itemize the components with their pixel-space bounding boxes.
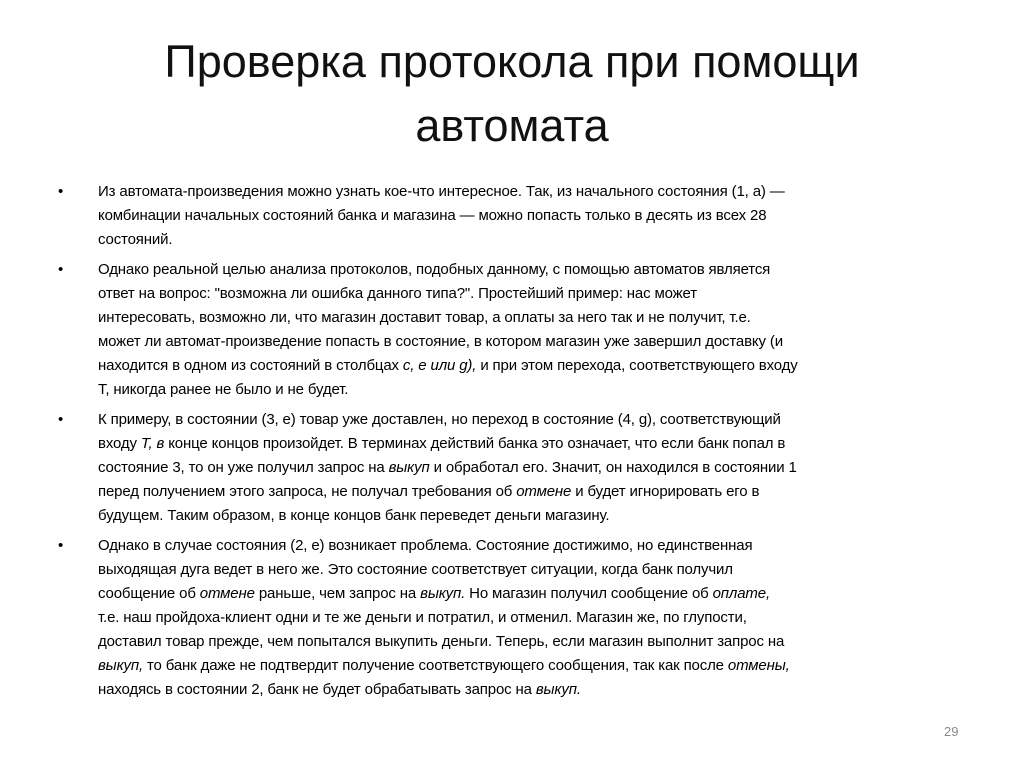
- italic-term: выкуп.: [420, 585, 466, 602]
- bullet-dot-icon: •: [58, 411, 64, 428]
- text-segment: сообщение об: [98, 585, 200, 602]
- bullet-text-line: [98, 204, 978, 228]
- bullet-text-line: [98, 282, 978, 306]
- text-segment: доставил товар прежде, чем попытался выкупить деньги. Теперь, если магазин выполнит запрос на: [98, 633, 785, 650]
- text-segment: состояние 3, то он уже получил запрос на: [98, 459, 389, 476]
- bullet-text-line: [98, 354, 978, 378]
- bullet-item: [58, 180, 978, 252]
- bullet-dot-icon: •: [58, 261, 64, 278]
- bullet-dot-icon: •: [58, 183, 64, 200]
- italic-term: выкуп.: [535, 681, 581, 698]
- bullet-text-line: [98, 378, 978, 402]
- text-segment: и при этом перехода, соответствующего входу: [476, 357, 798, 374]
- text-segment: Однако в случае состояния (2, e) возникает проблема. Состояние достижимо, но единственная: [98, 537, 753, 554]
- italic-term: T, в: [140, 435, 165, 452]
- text-segment: конце концов произойдет. В терминах действий банка это означает, что если банк попал в: [164, 435, 786, 452]
- text-segment: Но магазин получил сообщение об: [465, 585, 713, 602]
- bullet-text-line: [98, 558, 978, 582]
- text-segment: и будет игнорировать его в: [571, 483, 760, 500]
- bullet-dot-icon: •: [58, 537, 64, 554]
- slide-title-line: автомата: [415, 100, 609, 151]
- text-segment: то банк даже не подтвердит получение соответствующего сообщения, так как после: [142, 657, 728, 674]
- page-number: 29: [944, 724, 959, 739]
- text-segment: комбинации начальных состояний банка и магазина — можно попасть только в десять из всех 28: [98, 207, 767, 224]
- bullet-text-line: [98, 630, 978, 654]
- bullet-text-line: [98, 306, 978, 330]
- bullet-text-line: [98, 456, 978, 480]
- text-segment: т.е. наш пройдоха-клиент одни и те же деньги и потратил, и отменил. Магазин же, по глупости,: [98, 609, 747, 626]
- bullet-list: [58, 180, 978, 708]
- text-segment: К примеру, в состоянии (3, e) товар уже доставлен, но переход в состояние (4, g), соответствующий: [98, 411, 781, 428]
- text-segment: ответ на вопрос: "возможна ли ошибка данного типа?". Простейший пример: нас может: [98, 285, 697, 302]
- italic-term: выкуп: [388, 459, 430, 476]
- text-segment: выходящая дуга ведет в него же. Это состояние соответствует ситуации, когда банк получил: [98, 561, 733, 578]
- bullet-item: [58, 258, 978, 402]
- bullet-item: [58, 408, 978, 528]
- bullet-text-line: [98, 582, 978, 606]
- text-segment: раньше, чем запрос на: [254, 585, 421, 602]
- bullet-text-line: [98, 480, 978, 504]
- text-segment: находясь в состоянии 2, банк не будет обрабатывать запрос на: [98, 681, 536, 698]
- italic-term: отмене: [199, 585, 255, 602]
- slide-title-line: Проверка протокола при помощи: [164, 36, 860, 87]
- text-segment: входу: [98, 435, 141, 452]
- text-segment: находится в одном из состояний в столбцах: [98, 357, 403, 374]
- italic-term: отмены,: [727, 657, 790, 674]
- bullet-text-line: [98, 330, 978, 354]
- italic-term: оплате,: [712, 585, 770, 602]
- italic-term: отмене: [516, 483, 572, 500]
- bullet-text-line: [98, 258, 978, 282]
- bullet-text-line: [98, 180, 978, 204]
- text-segment: состояний.: [98, 231, 173, 248]
- text-segment: интересовать, возможно ли, что магазин доставит товар, а оплаты за него так и не получит, т.е.: [98, 309, 751, 326]
- bullet-text-line: [98, 654, 978, 678]
- text-segment: T, никогда ранее не было и не будет.: [98, 381, 349, 398]
- text-segment: и обработал его. Значит, он находился в состоянии 1: [429, 459, 797, 476]
- bullet-item: [58, 534, 978, 702]
- text-segment: перед получением этого запроса, не получал требования об: [98, 483, 517, 500]
- bullet-text-line: [98, 678, 978, 702]
- text-segment: будущем. Таким образом, в конце концов банк переведет деньги магазину.: [98, 507, 610, 524]
- text-segment: Однако реальной целью анализа протоколов, подобных данному, с помощью автоматов является: [98, 261, 771, 278]
- italic-term: c, e или g),: [402, 357, 477, 374]
- bullet-text-line: [98, 534, 978, 558]
- bullet-text-line: [98, 432, 978, 456]
- bullet-text-line: [98, 606, 978, 630]
- bullet-text-line: [98, 504, 978, 528]
- text-segment: Из автомата-произведения можно узнать кое-что интересное. Так, из начального состояния (1, a) —: [98, 183, 785, 200]
- italic-term: выкуп,: [98, 657, 143, 674]
- bullet-text-line: [98, 408, 978, 432]
- text-segment: может ли автомат-произведение попасть в состояние, в котором магазин уже завершил доставку (и: [98, 333, 783, 350]
- slide-title: [40, 30, 984, 158]
- bullet-text-line: [98, 228, 978, 252]
